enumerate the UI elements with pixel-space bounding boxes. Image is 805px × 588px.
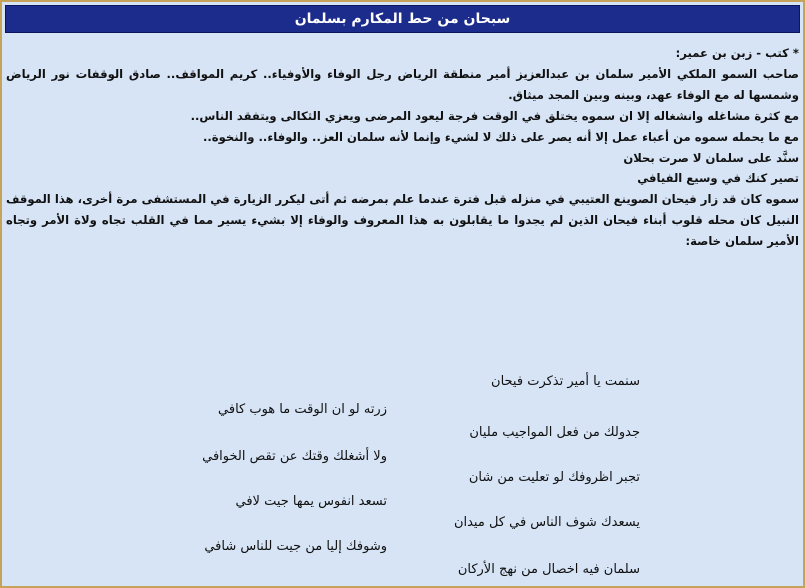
quoted-verse-line: سنَّد على سلمان لا صرت بحلان	[623, 150, 799, 165]
poem-hemistich-second: وشوفك إليا من جيت للناس شافي	[204, 539, 387, 554]
poem-hemistich-first: يسعدك شوف الناس في كل ميدان	[453, 515, 640, 530]
poem-hemistich-first: جدولك من فعل المواجيب مليان	[469, 425, 640, 440]
article-paragraph: سموه كان قد زار فيحان الصوينع العتيبي في منزله قبل فترة عندما علم بمرضه ثم أتى ليكرر الزيارة في المستشفى مرة أخرى، هذا الموقف النبيل كان محله قلوب أبناء فيحان الذين لم يجدوا ما يقابلون به هذا المعروف والوفاء إلا بشيء يسير مما في القلب تجاه ولاة الأمر وتجاه الأمير سلمان خاصة:	[6, 192, 799, 249]
article-paragraph: مع كثرة مشاغله وانشغاله إلا ان سموه يختلق في الوقت فرجة ليعود المرضى ويعزي الثكالى ويتفقد الناس..	[190, 108, 799, 123]
poem-hemistich-second: زرته لو ان الوقت ما هوب كافي	[218, 402, 387, 417]
quoted-verse-line: تصير كنك في وسيع الفيافي	[637, 171, 799, 186]
poem-hemistich-first: سلمان فيه اخصال من نهج الأركان	[457, 562, 640, 577]
article-paragraph: صاحب السمو الملكي الأمير سلمان بن عبدالعزيز أمير منطقة الرياض رجل الوفاء والأوفياء.. كريم المواقف.. صادق الوقفات نور الرياض وشمسها له مع الوفاء عهد، وبينه وبين المجد ميثاق.	[6, 66, 799, 102]
article-body	[6, 43, 799, 252]
poem-hemistich-first: تجبر اظروفك لو تعليت من شان	[468, 470, 640, 485]
article-paragraph: مع ما يحمله سموه من أعباء عمل إلا أنه يصر على ذلك لا لشيء وإنما لأنه سلمان العز.. والوفاء.. والنخوة..	[202, 129, 799, 144]
page-title: سبحان من حط المكارم بسلمان	[5, 5, 800, 33]
poem-hemistich-second: ولا أشغلك وقتك عن تقص الخوافي	[202, 449, 387, 464]
poem-hemistich-first: سنمت يا أمير تذكرت فيحان	[491, 374, 640, 389]
article-byline: * كتب - زبن بن عمير:	[675, 46, 799, 60]
poem-hemistich-second: تسعد انفوس يمها جيت لافي	[235, 494, 387, 509]
